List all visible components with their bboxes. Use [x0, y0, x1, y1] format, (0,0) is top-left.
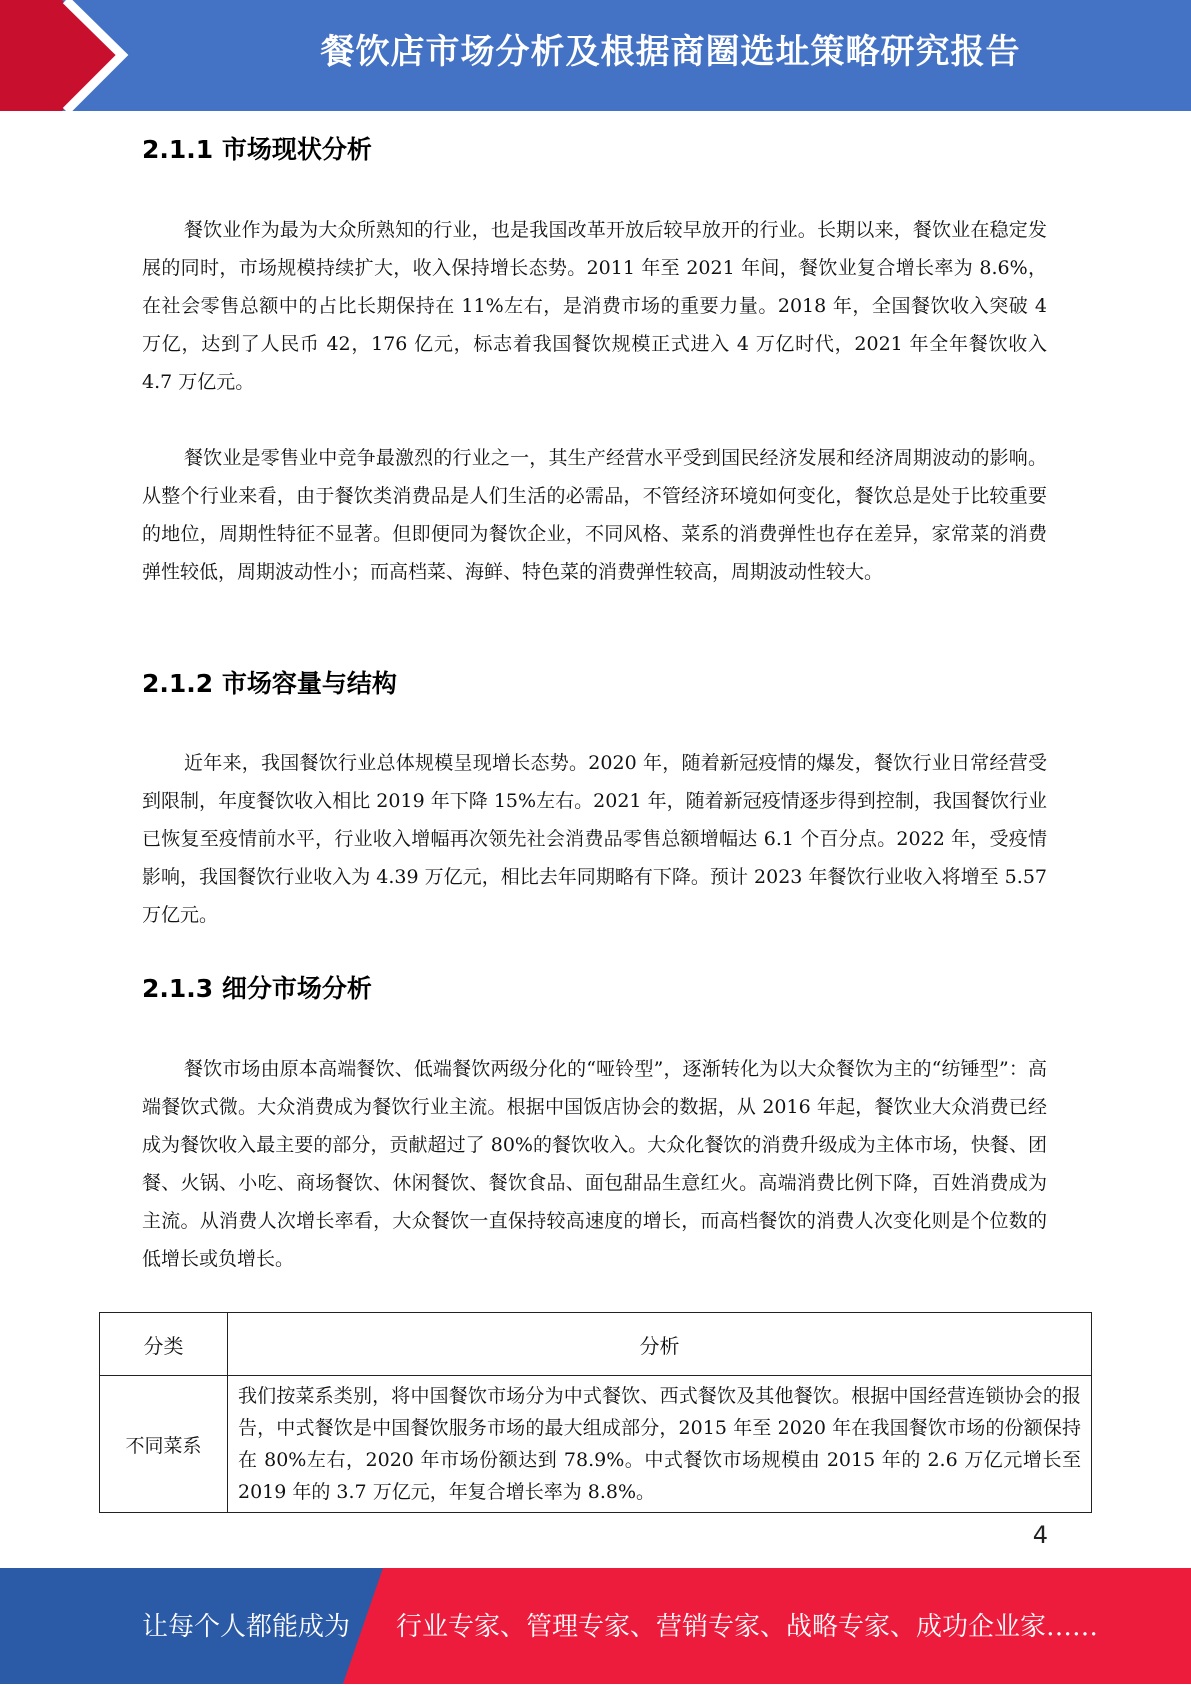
paragraph-market-capacity: 近年来，我国餐饮行业总体规模呈现增长态势。2020 年，随着新冠疫情的爆发，餐饮行业日常经营受到限制，年度餐饮收入相比 2019 年下降 15%左右。2021 年，随着新冠疫情逐步得到控制，我国餐饮行业已恢复至疫情前水平，行业收入增幅再次领先社会消费品零售总额增幅达 6.1 个百分点。2022 年，受疫情影响，我国餐饮行业收入为 4.39 万亿元，相比去年同期略有下降。预计 2023 年餐饮行业收入将增至 5.57 万亿元。 — [142, 752, 1047, 926]
section-heading-2-1-3: 2.1.3 细分市场分析 — [142, 974, 372, 1003]
table-cell-analysis: 我们按菜系类别，将中国餐饮市场分为中式餐饮、西式餐饮及其他餐饮。根据中国经营连锁协会的报告，中式餐饮是中国餐饮服务市场的最大组成部分，2015 年至 2020 年在我国餐饮市场的份额保持在 80%左右，2020 年市场份额达到 78.9%。中式餐饮市场规模由 2015 年的 2.6 万亿元增长至 2019 年的 3.7 万亿元，年复合增长率为 8.8%。 — [228, 1376, 1092, 1513]
footer-slogan-left: 让每个人都能成为 — [142, 1612, 351, 1642]
footer-slogan-right: 行业专家、管理专家、营销专家、战略专家、成功企业家…… — [396, 1612, 1099, 1642]
paragraph-market-status-1: 餐饮业作为最为大众所熟知的行业，也是我国改革开放后较早放开的行业。长期以来，餐饮业在稳定发展的同时，市场规模持续扩大，收入保持增长态势。2011 年至 2021 年间，餐饮业复合增长率为 8.6%，在社会零售总额中的占比长期保持在 11%左右，是消费市场的重要力量。2018 年，全国餐饮收入突破 4 万亿，达到了人民币 42，176 亿元，标志着我国餐饮规模正式进入 4 万亿时代，2021 年全年餐饮收入 4.7 万亿元。 — [142, 219, 1047, 393]
section-heading-2-1-2: 2.1.2 市场容量与结构 — [142, 669, 397, 698]
paragraph-market-status-2: 餐饮业是零售业中竞争最激烈的行业之一，其生产经营水平受到国民经济发展和经济周期波动的影响。从整个行业来看，由于餐饮类消费品是人们生活的必需品，不管经济环境如何变化，餐饮总是处于比较重要的地位，周期性特征不显著。但即便同为餐饮企业，不同风格、菜系的消费弹性也存在差异，家常菜的消费弹性较低，周期波动性小；而高档菜、海鲜、特色菜的消费弹性较高，周期波动性较大。 — [142, 447, 1047, 583]
table-row — [100, 1376, 1092, 1513]
section-heading-2-1-1: 2.1.1 市场现状分析 — [142, 135, 372, 164]
page-header — [0, 0, 1191, 111]
table-header-category: 分类 — [100, 1313, 228, 1376]
page-footer — [0, 1568, 1191, 1684]
report-title: 餐饮店市场分析及根据商圈选址策略研究报告 — [320, 32, 1021, 72]
paragraph-segment-analysis: 餐饮市场由原本高端餐饮、低端餐饮两级分化的“哑铃型”，逐渐转化为以大众餐饮为主的“纺锤型”：高端餐饮式微。大众消费成为餐饮行业主流。根据中国饭店协会的数据，从 2016 年起，餐饮业大众消费已经成为餐饮收入最主要的部分，贡献超过了 80%的餐饮收入。大众化餐饮的消费升级成为主体市场，快餐、团餐、火锅、小吃、商场餐饮、休闲餐饮、餐饮食品、面包甜品生意红火。高端消费比例下降，百姓消费成为主流。从消费人次增长率看，大众餐饮一直保持较高速度的增长，而高档餐饮的消费人次变化则是个位数的低增长或负增长。 — [142, 1058, 1047, 1270]
page-number: 4 — [1032, 1521, 1048, 1549]
table-header-row — [100, 1313, 1092, 1376]
segment-table — [99, 1312, 1092, 1513]
table-cell-category: 不同菜系 — [100, 1376, 228, 1513]
table-header-analysis: 分析 — [228, 1313, 1092, 1376]
